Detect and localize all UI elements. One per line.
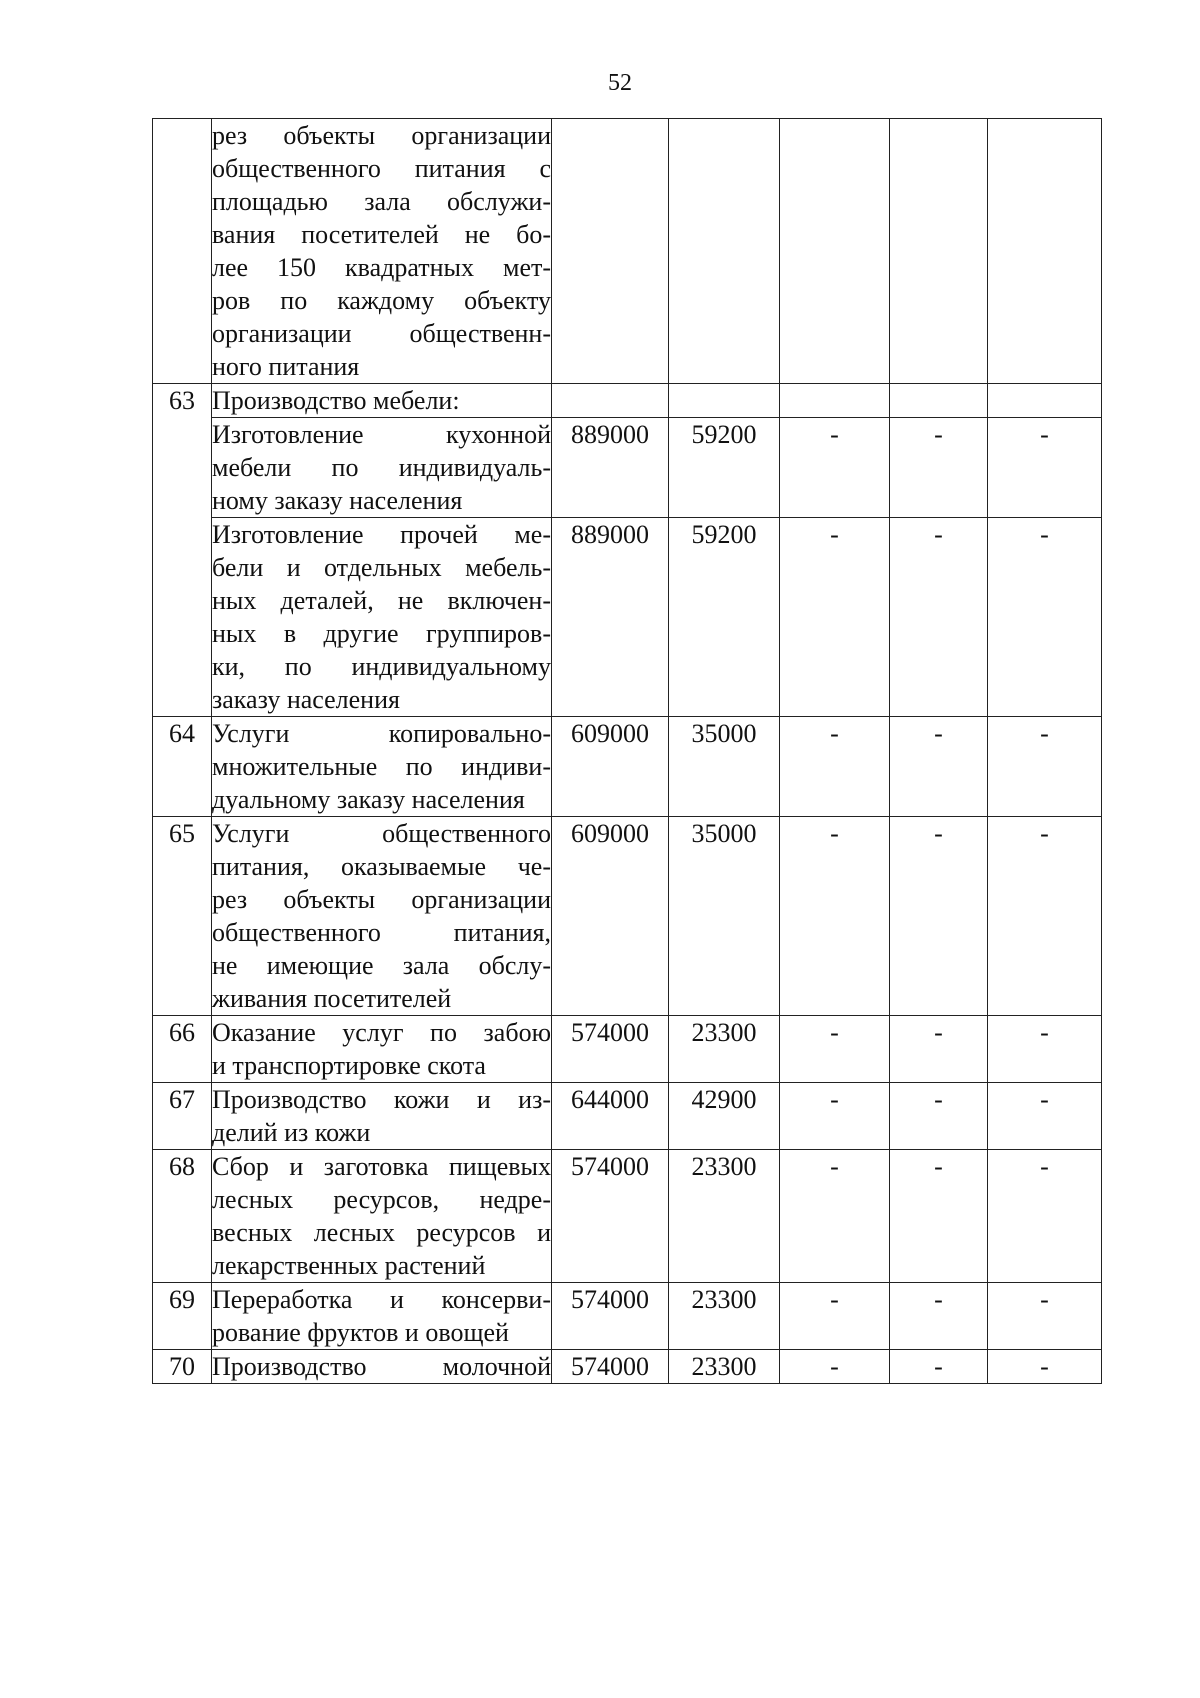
value-cell-5: -	[988, 1150, 1102, 1283]
value-cell-3: -	[780, 717, 890, 817]
value-cell-1	[552, 384, 669, 418]
value-cell-5: -	[988, 1083, 1102, 1150]
value-cell-1: 889000	[552, 518, 669, 717]
description-line: Переработка и консерви-	[212, 1285, 551, 1314]
value-cell-3: -	[780, 1350, 890, 1384]
value-cell-4: -	[890, 1283, 988, 1350]
value-cell-3	[780, 119, 890, 384]
description-line: Изготовление кухонной	[212, 420, 551, 449]
description-line: заказу населения	[212, 685, 400, 714]
description-line: мебели по индивидуаль-	[212, 453, 551, 482]
value-cell-5	[988, 384, 1102, 418]
value-cell-1: 609000	[552, 817, 669, 1016]
activity-description-cell	[212, 1283, 552, 1350]
value-cell-5: -	[988, 1350, 1102, 1384]
description-line: лее 150 квадратных мет-	[212, 253, 551, 282]
value-cell-3: -	[780, 1016, 890, 1083]
row-number-cell: 63	[153, 384, 212, 717]
value-cell-2: 23300	[669, 1350, 780, 1384]
description-line: ному заказу населения	[212, 486, 463, 515]
table-row	[153, 1350, 1102, 1384]
description-line: Производство молочной	[212, 1352, 551, 1381]
value-cell-5: -	[988, 1016, 1102, 1083]
table-row	[153, 418, 1102, 518]
description-line: Услуги общественного	[212, 819, 551, 848]
description-line: организации общественн-	[212, 319, 551, 348]
table-row	[153, 1083, 1102, 1150]
description-line: делий из кожи	[212, 1118, 371, 1147]
value-cell-1: 889000	[552, 418, 669, 518]
value-cell-4	[890, 119, 988, 384]
value-cell-1: 574000	[552, 1016, 669, 1083]
value-cell-4: -	[890, 1150, 988, 1283]
description-line: не имеющие зала обслу-	[212, 951, 551, 980]
value-cell-3: -	[780, 1083, 890, 1150]
value-cell-5: -	[988, 717, 1102, 817]
value-cell-5: -	[988, 817, 1102, 1016]
value-cell-5	[988, 119, 1102, 384]
description-line: дуальному заказу населения	[212, 785, 525, 814]
row-number-cell: 64	[153, 717, 212, 817]
value-cell-2: 59200	[669, 418, 780, 518]
description-line: площадью зала обслужи-	[212, 187, 551, 216]
value-cell-1: 574000	[552, 1350, 669, 1384]
value-cell-5: -	[988, 418, 1102, 518]
description-line: и транспортировке скота	[212, 1051, 486, 1080]
description-line: ров по каждому объекту	[212, 286, 551, 315]
description-line: Изготовление прочей ме-	[212, 520, 551, 549]
value-cell-3: -	[780, 1150, 890, 1283]
value-cell-1	[552, 119, 669, 384]
activity-description-cell	[212, 717, 552, 817]
activity-description-cell	[212, 1350, 552, 1384]
description-line: рование фруктов и овощей	[212, 1318, 509, 1347]
value-cell-2	[669, 384, 780, 418]
value-cell-2: 23300	[669, 1016, 780, 1083]
table-row	[153, 817, 1102, 1016]
description-line: Сбор и заготовка пищевых	[212, 1152, 551, 1181]
activity-description-cell	[212, 1016, 552, 1083]
row-number-cell: 66	[153, 1016, 212, 1083]
value-cell-5: -	[988, 518, 1102, 717]
value-cell-2: 59200	[669, 518, 780, 717]
value-cell-3	[780, 384, 890, 418]
value-cell-3: -	[780, 418, 890, 518]
activity-description-cell	[212, 119, 552, 384]
table-row	[153, 119, 1102, 384]
activity-description-cell	[212, 1083, 552, 1150]
description-line: Услуги копировально-	[212, 719, 551, 748]
value-cell-2	[669, 119, 780, 384]
description-line: ки, по индивидуальному	[212, 652, 551, 681]
row-number-cell	[153, 119, 212, 384]
activity-description-cell	[212, 817, 552, 1016]
value-cell-4: -	[890, 1016, 988, 1083]
value-cell-1: 644000	[552, 1083, 669, 1150]
value-cell-4: -	[890, 1083, 988, 1150]
description-line: Оказание услуг по забою	[212, 1018, 551, 1047]
table-row	[153, 1150, 1102, 1283]
page-number: 52	[608, 70, 632, 96]
description-line: весных лесных ресурсов и	[212, 1218, 551, 1247]
value-cell-1: 574000	[552, 1150, 669, 1283]
value-cell-4: -	[890, 1350, 988, 1384]
row-number-cell: 65	[153, 817, 212, 1016]
description-line: Производство мебели:	[212, 386, 460, 415]
description-line: бели и отдельных мебель-	[212, 553, 551, 582]
row-number-cell: 69	[153, 1283, 212, 1350]
value-cell-2: 23300	[669, 1150, 780, 1283]
value-cell-3: -	[780, 817, 890, 1016]
description-line: ных в другие группиров-	[212, 619, 551, 648]
value-cell-3: -	[780, 518, 890, 717]
table-row	[153, 384, 1102, 418]
description-line: питания, оказываемые че-	[212, 852, 551, 881]
value-cell-2: 35000	[669, 717, 780, 817]
row-number-cell: 67	[153, 1083, 212, 1150]
description-line: вания посетителей не бо-	[212, 220, 551, 249]
table-row	[153, 1283, 1102, 1350]
description-line: общественного питания с	[212, 154, 551, 183]
tariff-table	[152, 118, 1102, 1384]
value-cell-4: -	[890, 717, 988, 817]
table-row	[153, 1016, 1102, 1083]
table-row	[153, 717, 1102, 817]
value-cell-2: 35000	[669, 817, 780, 1016]
description-line: лесных ресурсов, недре-	[212, 1185, 551, 1214]
description-line: Производство кожи и из-	[212, 1085, 551, 1114]
value-cell-4: -	[890, 418, 988, 518]
description-line: ных деталей, не включен-	[212, 586, 551, 615]
activity-description-cell	[212, 518, 552, 717]
value-cell-1: 609000	[552, 717, 669, 817]
description-line: рез объекты организации	[212, 121, 551, 150]
description-line: рез объекты организации	[212, 885, 551, 914]
activity-description-cell	[212, 418, 552, 518]
row-number-cell: 68	[153, 1150, 212, 1283]
description-line: общественного питания,	[212, 918, 551, 947]
row-number-cell: 70	[153, 1350, 212, 1384]
activity-description-cell	[212, 384, 552, 418]
description-line: живания посетителей	[212, 984, 452, 1013]
value-cell-1: 574000	[552, 1283, 669, 1350]
value-cell-2: 42900	[669, 1083, 780, 1150]
value-cell-4	[890, 384, 988, 418]
value-cell-3: -	[780, 1283, 890, 1350]
description-line: множительные по индиви-	[212, 752, 551, 781]
description-line: лекарственных растений	[212, 1251, 486, 1280]
description-line: ного питания	[212, 352, 360, 381]
table-row	[153, 518, 1102, 717]
value-cell-5: -	[988, 1283, 1102, 1350]
value-cell-4: -	[890, 817, 988, 1016]
value-cell-4: -	[890, 518, 988, 717]
activity-description-cell	[212, 1150, 552, 1283]
value-cell-2: 23300	[669, 1283, 780, 1350]
